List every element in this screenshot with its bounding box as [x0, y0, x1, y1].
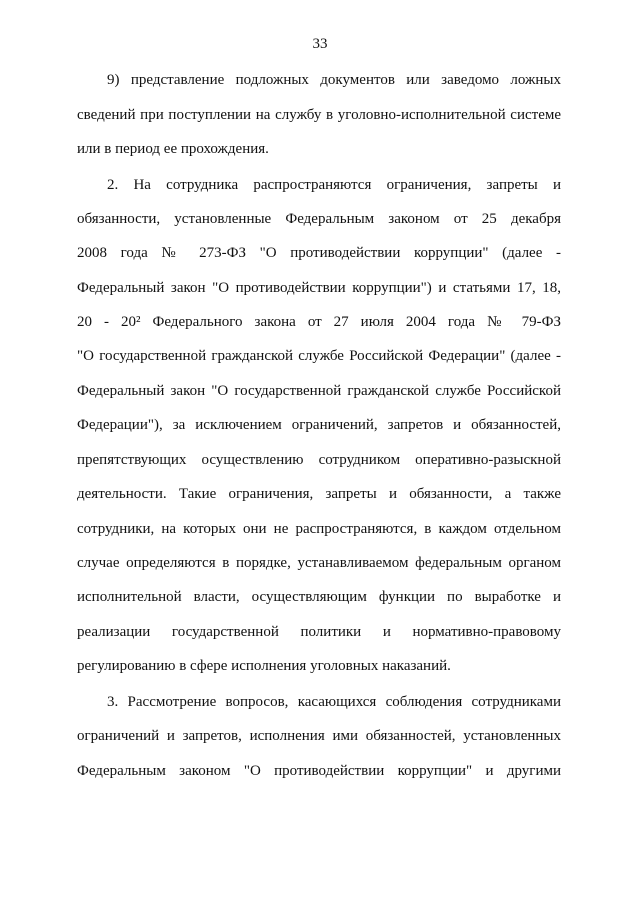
- paragraph-2-line-14: реализации государственной политики и нормативно-правовому: [77, 624, 561, 640]
- page-number: 33: [312, 36, 328, 52]
- paragraph-2-line-10: деятельности. Такие ограничения, запреты и обязанности, а также: [77, 486, 561, 502]
- paragraph-2-line-12: случае определяются в порядке, устанавливаемом федеральным органом: [77, 555, 561, 571]
- paragraph-2-line-1: 2. На сотрудника распространяются ограничения, запреты и: [107, 177, 561, 193]
- paragraph-2-line-7: Федеральный закон "О государственной гражданской службе Российской: [77, 383, 561, 399]
- paragraph-2-line-6: "О государственной гражданской службе Российской Федерации" (далее -: [77, 348, 561, 364]
- paragraph-2-line-15: регулированию в сфере исполнения уголовных наказаний.: [77, 658, 451, 674]
- paragraph-2-line-2: обязанности, установленные Федеральным законом от 25 декабря: [77, 211, 561, 227]
- paragraph-2-line-4: Федеральный закон "О противодействии коррупции") и статьями 17, 18,: [77, 280, 561, 296]
- paragraph-2-line-9: препятствующих осуществлению сотрудником оперативно-разыскной: [77, 452, 561, 468]
- paragraph-2-line-11: сотрудники, на которых они не распространяются, в каждом отдельном: [77, 521, 561, 537]
- paragraph-1-line-3: или в период ее прохождения.: [77, 141, 269, 157]
- paragraph-2-line-13: исполнительной власти, осуществляющим функции по выработке и: [77, 589, 561, 605]
- paragraph-1-line-2: сведений при поступлении на службу в уголовно-исполнительной системе: [77, 107, 561, 123]
- paragraph-3-line-3: Федеральным законом "О противодействии коррупции" и другими: [77, 763, 561, 779]
- paragraph-1-line-1: 9) представление подложных документов или заведомо ложных: [107, 72, 561, 88]
- paragraph-3-line-1: 3. Рассмотрение вопросов, касающихся соблюдения сотрудниками: [107, 694, 561, 710]
- paragraph-2-line-5: 20 - 20² Федерального закона от 27 июля 2004 года № 79-ФЗ: [77, 314, 561, 330]
- paragraph-3-line-2: ограничений и запретов, исполнения ими обязанностей, установленных: [77, 728, 561, 744]
- paragraph-2-line-3: 2008 года № 273-ФЗ "О противодействии коррупции" (далее -: [77, 245, 561, 261]
- paragraph-2-line-8: Федерации"), за исключением ограничений, запретов и обязанностей,: [77, 417, 561, 433]
